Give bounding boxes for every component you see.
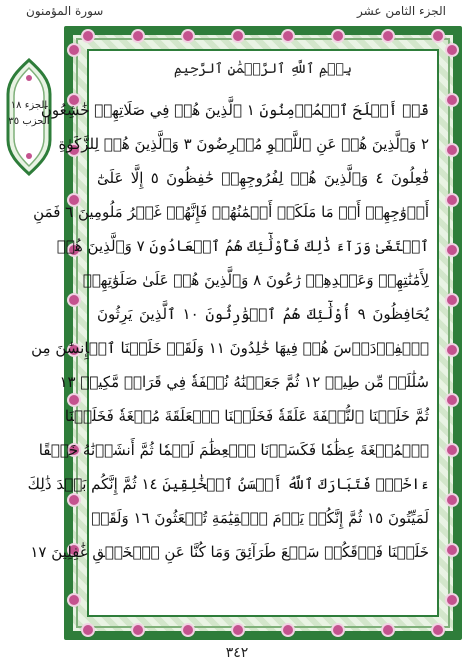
surah-name-header: سورة المؤمنون	[26, 4, 104, 18]
rosette-ornament-icon	[233, 31, 243, 41]
rosette-ornament-icon	[447, 295, 457, 305]
rosette-ornament-icon	[83, 625, 93, 635]
verse-line: يُحَافِظُونَ ٩ أُوْلَٰٓئِكَ هُمُ ٱلۡوَٰرِثُونَ ١٠ ٱلَّذِينَ يَرِثُونَ	[97, 305, 429, 323]
rosette-ornament-icon	[183, 625, 193, 635]
medallion-hizb-label: الحزب ٣٥	[8, 116, 50, 127]
verse-line: ٢ وَٱلَّذِينَ هُمۡ عَنِ ٱللَّغۡوِ مُعۡرِضُونَ ٣ وَٱلَّذِينَ هُمۡ لِلزَّكَوٰةِ	[58, 135, 429, 153]
medallion-juz-label: الجزء ١٨	[10, 100, 48, 111]
rosette-ornament-icon	[69, 295, 79, 305]
rosette-ornament-icon	[447, 545, 457, 555]
rosette-ornament-icon	[69, 45, 79, 55]
rosette-ornament-icon	[83, 31, 93, 41]
rosette-ornament-icon	[433, 625, 443, 635]
page-number: ٣٤٢	[225, 645, 249, 661]
rosette-ornament-icon	[183, 31, 193, 41]
rosette-ornament-icon	[383, 31, 393, 41]
rosette-ornament-icon	[447, 495, 457, 505]
rosette-ornament-icon	[447, 195, 457, 205]
rosette-ornament-icon	[447, 395, 457, 405]
rosette-ornament-icon	[233, 625, 243, 635]
rosette-ornament-icon	[283, 31, 293, 41]
rosette-ornament-icon	[447, 95, 457, 105]
rosette-ornament-icon	[433, 31, 443, 41]
verse-line: لَمَيِّتُونَ ١٥ ثُمَّ إِنَّكُمۡ يَوۡمَ ٱلۡقِيَٰمَةِ تُبۡعَثُونَ ١٦ وَلَقَدۡ	[91, 509, 429, 527]
verse-line: قَدۡ أَفۡلَحَ ٱلۡمُؤۡمِنُونَ ١ ٱلَّذِينَ هُمۡ فِي صَلَاتِهِمۡ خَٰشِعُونَ	[40, 101, 429, 119]
verse-line: ٱلۡمُضۡغَةَ عِظَٰمٗا فَكَسَوۡنَا ٱلۡعِظَٰمَ لَحۡمٗا ثُمَّ أَنشَأۡنَٰهُ خَلۡقًا	[38, 441, 429, 459]
verse-line: أَزۡوَٰجِهِمۡ أَوۡ مَا مَلَكَتۡ أَيۡمَٰنُهُمۡ فَإِنَّهُمۡ غَيۡرُ مَلُومِينَ ٦ فَمَنِ	[33, 203, 429, 221]
rosette-ornament-icon	[383, 625, 393, 635]
basmala: بِسۡمِ ٱللَّهِ ٱلرَّحۡمَٰنِ ٱلرَّحِيمِ	[173, 61, 353, 77]
juz-name-header: الجزء الثامن عشر	[357, 4, 446, 18]
rosette-ornament-icon	[333, 625, 343, 635]
rosette-ornament-icon	[133, 625, 143, 635]
rosette-ornament-icon	[283, 625, 293, 635]
verse-line: ءَاخَرَۚ فَتَبَارَكَ ٱللَّهُ أَحۡسَنُ ٱلۡخَٰلِقِينَ ١٤ ثُمَّ إِنَّكُم بَعۡدَ ذَٰلِكَ	[27, 475, 429, 493]
verse-line: فَٰعِلُونَ ٤ وَٱلَّذِينَ هُمۡ لِفُرُوجِهِمۡ حَٰفِظُونَ ٥ إِلَّا عَلَىٰٓ	[97, 169, 429, 187]
verse-line: سُلَٰلَةٖ مِّن طِينٖ ١٢ ثُمَّ جَعَلۡنَٰهُ نُطۡفَةٗ فِي قَرَارٖ مَّكِينٖ ١٣	[59, 373, 429, 391]
verse-line: ٱبۡتَغَىٰ وَرَآءَ ذَٰلِكَ فَأُوْلَٰٓئِكَ هُمُ ٱلۡعَادُونَ ٧ وَٱلَّذِينَ هُمۡ	[56, 237, 429, 255]
rosette-ornament-icon	[447, 45, 457, 55]
rosette-ornament-icon	[447, 595, 457, 605]
verse-line: ٱلۡفِرۡدَوۡسَ هُمۡ فِيهَا خَٰلِدُونَ ١١ وَلَقَدۡ خَلَقۡنَا ٱلۡإِنسَٰنَ مِن	[31, 339, 429, 357]
rosette-ornament-icon	[69, 595, 79, 605]
rosette-ornament-icon	[447, 345, 457, 355]
rosette-ornament-icon	[447, 445, 457, 455]
rosette-ornament-icon	[133, 31, 143, 41]
verse-line: لِأَمَٰنَٰتِهِمۡ وَعَهۡدِهِمۡ رَٰعُونَ ٨ وَٱلَّذِينَ هُمۡ عَلَىٰ صَلَوَٰتِهِمۡ	[82, 271, 429, 289]
verse-line: خَلَقۡنَا فَوۡقَكُمۡ سَبۡعَ طَرَآئِقَ وَمَا كُنَّا عَنِ ٱلۡخَلۡقِ غَٰفِلِينَ ١٧	[30, 543, 429, 561]
rosette-ornament-icon	[447, 245, 457, 255]
rosette-ornament-icon	[447, 145, 457, 155]
verse-line: ثُمَّ خَلَقۡنَا ٱلنُّطۡفَةَ عَلَقَةٗ فَخَلَقۡنَا ٱلۡعَلَقَةَ مُضۡغَةٗ فَخَلَقۡنَا	[64, 407, 429, 425]
rosette-ornament-icon	[333, 31, 343, 41]
